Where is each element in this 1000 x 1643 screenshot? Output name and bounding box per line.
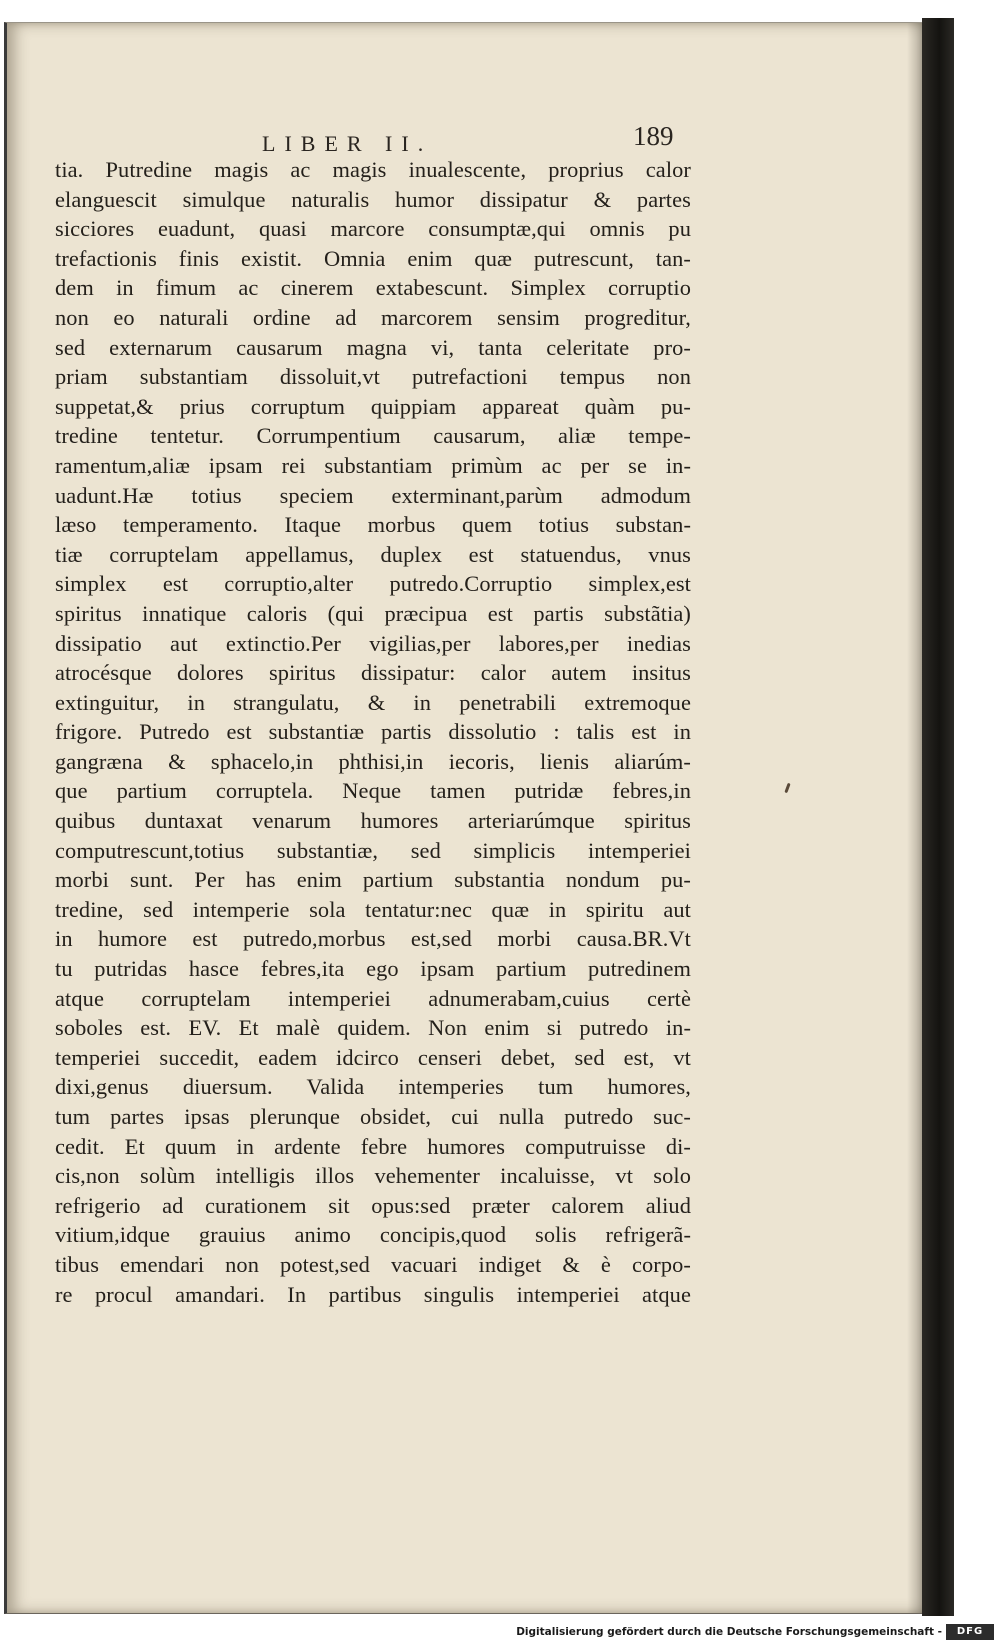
text-line: non eo naturali ordine ad marcorem sensim progreditur, [55, 304, 691, 330]
text-line: simplex est corruptio,alter putredo.Corruptio simplex,est [55, 571, 691, 597]
text-line: dem in fimum ac cinerem extabescunt. Simplex corruptio [55, 275, 691, 301]
text-line: cis,non solùm intelligis illos vehementer incaluisse, vt solo [55, 1163, 691, 1189]
text-line: tu putridas hasce febres,ita ego ipsam partium putredinem [55, 956, 691, 982]
text-line: morbi sunt. Per has enim partium substantia nondum pu- [55, 867, 691, 893]
text-line: sed externarum causarum magna vi, tanta celeritate pro- [55, 334, 691, 360]
text-line: cedit. Et quum in ardente febre humores computruisse di- [55, 1133, 691, 1159]
text-line: dissipatio aut extinctio.Per vigilias,per labores,per inedias [55, 630, 691, 656]
footer-bar [0, 1622, 1000, 1643]
running-head-title: LIBER II. [262, 131, 433, 156]
text-line: que partium corruptela. Neque tamen putridæ febres,in [55, 778, 691, 804]
text-line: spiritus innatique caloris (qui præcipua est partis substãtia) [55, 600, 691, 626]
text-line: quibus duntaxat venarum humores arteriarúmque spiritus [55, 808, 691, 834]
text-line: frigore. Putredo est substantiæ partis dissolutio : talis est in [55, 719, 691, 745]
text-line: elanguescit simulque naturalis humor dissipatur & partes [55, 186, 691, 212]
text-line: tiæ corruptelam appellamus, duplex est statuendus, vnus [55, 541, 691, 567]
text-line: suppetat,& prius corruptum quippiam appareat quàm pu- [55, 393, 691, 419]
text-line: soboles est. EV. Et malè quidem. Non enim si putredo in- [55, 1015, 691, 1041]
text-line: atrocésque dolores spiritus dissipatur: calor autem insitus [55, 660, 691, 686]
dfg-logo: DFG [946, 1624, 994, 1640]
text-line: vitium,idque grauius animo concipis,quod solis refrigerã- [55, 1222, 691, 1248]
funding-credit: Digitalisierung gefördert durch die Deutsche Forschungsgemeinschaft - [516, 1626, 942, 1638]
book-edge [922, 18, 954, 1616]
running-head [7, 103, 925, 156]
text-line: tredine tentetur. Corrumpentium causarum, aliæ tempe- [55, 423, 691, 449]
text-line: priam substantiam dissoluit,vt putrefactioni tempus non [55, 364, 691, 390]
text-line: computrescunt,totius substantiæ, sed simplicis intemperiei [55, 837, 691, 863]
text-line: dixi,genus diuersum. Valida intemperies tum humores, [55, 1074, 691, 1100]
body-text [55, 155, 691, 1309]
text-line: re procul amandari. In partibus singulis intemperiei atque [55, 1281, 691, 1307]
text-line: tia. Putredine magis ac magis inualescente, proprius calor [55, 157, 691, 182]
text-line: læso temperamento. Itaque morbus quem totius substan- [55, 512, 691, 538]
text-line: gangræna & sphacelo,in phthisi,in iecoris, lienis aliarúm- [55, 748, 691, 774]
text-line: in humore est putredo,morbus est,sed morbi causa.BR.Vt [55, 926, 691, 952]
book-leaf [4, 22, 925, 1614]
ink-speck [784, 783, 790, 793]
page-number: 189 [633, 121, 674, 151]
text-line: tibus emendari non potest,sed vacuari indiget & è corpo- [55, 1251, 691, 1277]
text-line: trefactionis finis existit. Omnia enim quæ putrescunt, tan- [55, 245, 691, 271]
text-line: tum partes ipsas plerunque obsidet, cui nulla putredo suc- [55, 1104, 691, 1129]
text-line: temperiei succedit, eadem idcirco censeri debet, sed est, vt [55, 1044, 691, 1070]
text-line: ramentum,aliæ ipsam rei substantiam primùm ac per se in- [55, 452, 691, 478]
text-line: extinguitur, in strangulatu, & in penetrabili extremoque [55, 689, 691, 715]
text-line: sicciores euadunt, quasi marcore consumptæ,qui omnis pu [55, 216, 691, 242]
text-line: refrigerio ad curationem sit opus:sed præter calorem aliud [55, 1192, 691, 1218]
text-line: atque corruptelam intemperiei adnumerabam,cuius certè [55, 985, 691, 1011]
text-line: tredine, sed intemperie sola tentatur:nec quæ in spiritu aut [55, 896, 691, 922]
text-line: uadunt.Hæ totius speciem exterminant,parùm admodum [55, 482, 691, 508]
